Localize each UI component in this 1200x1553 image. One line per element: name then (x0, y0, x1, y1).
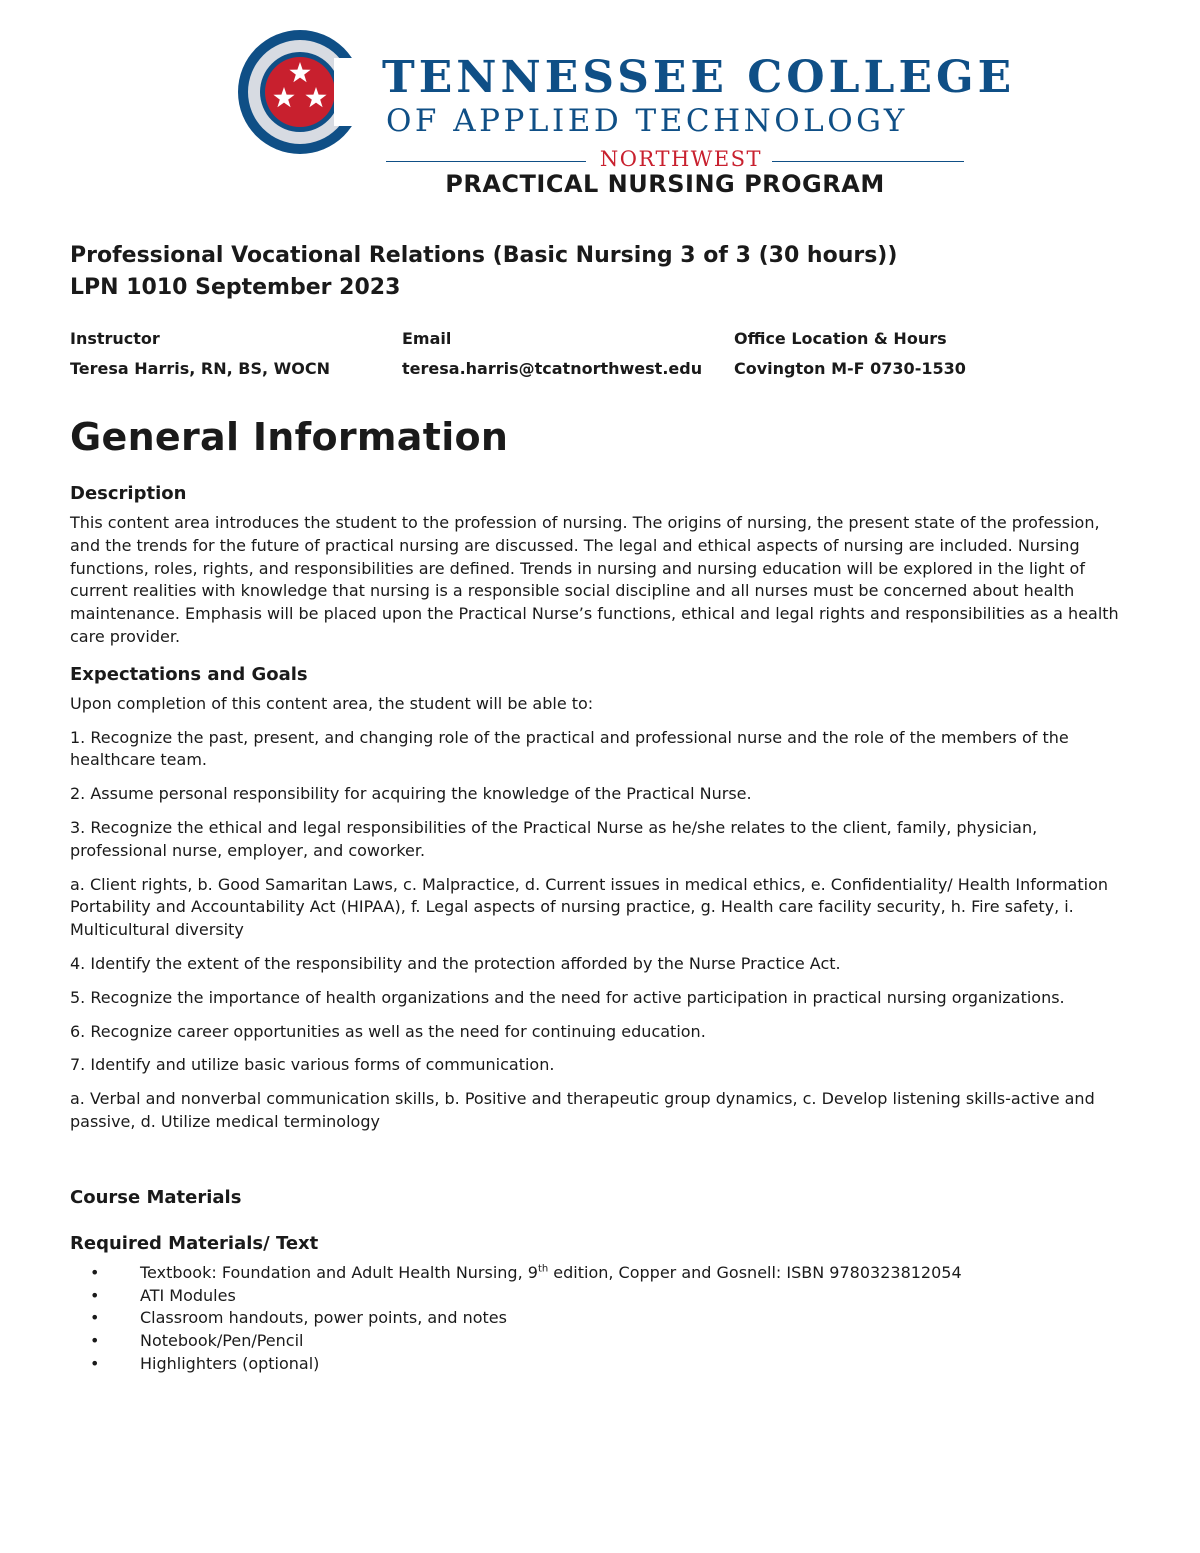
expectations-heading: Expectations and Goals (70, 663, 308, 685)
expectations-intro: Upon completion of this content area, the student will be able to: (70, 693, 594, 713)
course-title (70, 240, 897, 304)
logo-college-name: TENNESSEE COLLEGE (382, 52, 1016, 103)
instructor-name: Teresa Harris, RN, BS, WOCN (70, 359, 331, 378)
description-text: This content area introduces the student to the profession of nursing. The origins of nursing, the present state of the profession, and the trends for the future of practical nursing are discussed. The legal and ethical aspects of nursing are included. Nursing functions, roles, rights, and responsibilities are defined. Trends in nursing and nursing education will be explored in the light of current realities with knowledge that nursing is a responsible social discipline and all nurses must be concerned about health maintenance. Emphasis will be placed upon the Practical Nurse’s functions, ethical and legal rights and responsibilities as a health care provider. (70, 513, 1119, 646)
program-title: PRACTICAL NURSING PROGRAM (445, 170, 885, 198)
goal-item: 1. Recognize the past, present, and changing role of the practical and professional nurse and the role of the members of the healthcare team. (70, 727, 1069, 770)
goal-item: 5. Recognize the importance of health organizations and the need for active participation in practical nursing organizations. (70, 987, 1065, 1007)
required-materials-heading: Required Materials/ Text (70, 1232, 319, 1254)
email-address: teresa.harris@tcatnorthwest.edu (402, 359, 703, 378)
goal-subitems: a. Verbal and nonverbal communication skills, b. Positive and therapeutic group dynamics, c. Develop listening skills-active and passive, d. Utilize medical terminology (70, 1089, 1095, 1131)
instructor-label: Instructor (70, 329, 160, 348)
main-content (70, 412, 1130, 1376)
course-title-line2: LPN 1010 September 2023 (70, 275, 401, 300)
description-heading: Description (70, 483, 187, 504)
goal-item: 3. Recognize the ethical and legal responsibilities of the Practical Nurse as he/she relates to the client, family, physician, professional nurse, employer, and coworker. (70, 817, 1038, 860)
goal-item: 7. Identify and utilize basic various forms of communication. (70, 1055, 555, 1075)
textbook-ordinal: th (537, 1263, 549, 1275)
list-item: • Notebook/Pen/Pencil (140, 1330, 1130, 1353)
office-hours: Covington M-F 0730-1530 (734, 359, 966, 378)
goal-subitems: a. Client rights, b. Good Samaritan Laws, c. Malpractice, d. Current issues in medical ethics, e. Confidentiality/ Health Information Portability and Accountability Act (HIPAA), f. Legal aspects of nursing practice, g. Health care facility security, h. Fire safety, i. Multicultural diversity (70, 874, 1108, 940)
goal-item: 4. Identify the extent of the responsibility and the protection afforded by the Nurse Practice Act. (70, 953, 841, 973)
materials-list (70, 1262, 1130, 1376)
logo-applied-technology: OF APPLIED TECHNOLOGY (386, 103, 908, 139)
list-item: • Highlighters (optional) (140, 1353, 1130, 1376)
list-item: • Classroom handouts, power points, and notes (140, 1307, 1130, 1330)
list-item (140, 1262, 1130, 1285)
logo-divider-right (772, 161, 964, 162)
textbook-prefix: Textbook: Foundation and Adult Health Nursing, 9 (140, 1262, 538, 1282)
tennessee-tristar-emblem-icon (236, 28, 364, 156)
office-column (734, 328, 966, 380)
email-column (402, 328, 702, 380)
instructor-column (70, 328, 330, 380)
list-item: • ATI Modules (140, 1285, 1130, 1308)
course-materials-heading: Course Materials (70, 1186, 242, 1208)
goal-item: 6. Recognize career opportunities as well as the need for continuing education. (70, 1021, 706, 1041)
textbook-suffix: edition, Copper and Gosnell: ISBN 9780323812054 (548, 1262, 962, 1282)
college-logo (236, 28, 1016, 171)
logo-campus-name: NORTHWEST (599, 147, 763, 171)
email-label: Email (402, 329, 452, 348)
goal-item: 2. Assume personal responsibility for acquiring the knowledge of the Practical Nurse. (70, 784, 752, 804)
office-label: Office Location & Hours (734, 329, 947, 348)
general-information-heading: General Information (70, 415, 509, 459)
logo-divider-left (386, 161, 586, 162)
course-title-line1: Professional Vocational Relations (Basic Nursing 3 of 3 (30 hours)) (70, 243, 898, 268)
